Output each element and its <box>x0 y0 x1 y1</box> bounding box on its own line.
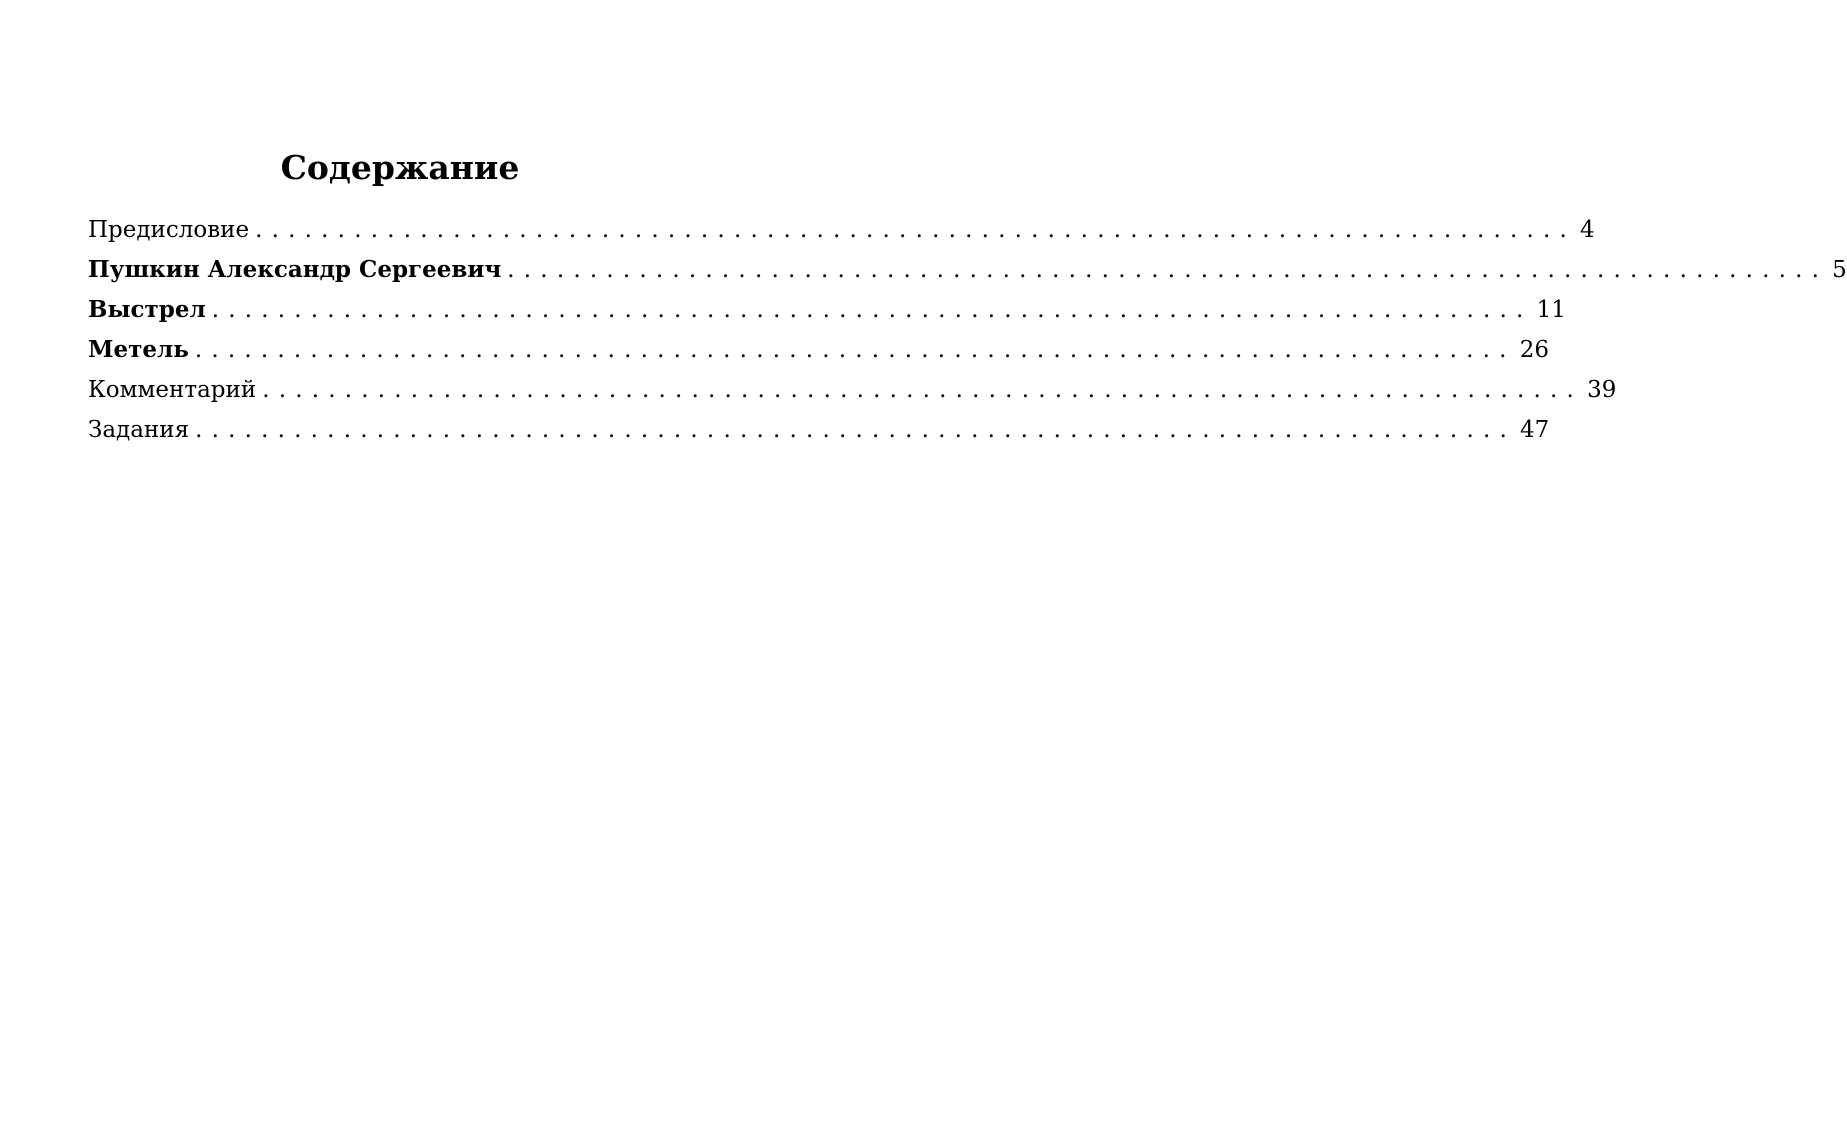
dot-leader: ................................................................................ <box>194 337 1516 363</box>
toc-entry-page: 26 <box>1519 337 1549 363</box>
toc-entry-preface[interactable] <box>88 210 1595 250</box>
toc-entry-label: Выстрел <box>88 296 206 323</box>
toc-entry-label: Комментарий <box>88 377 257 403</box>
toc-entry-label: Пушкин Александр Сергеевич <box>88 256 502 283</box>
toc-entry-page: 5 <box>1832 257 1847 283</box>
toc-entry-label: Метель <box>88 336 189 363</box>
dot-leader: ................................................................................ <box>195 417 1516 443</box>
toc-entry-label: Предисловие <box>88 217 250 243</box>
toc-entry-shot[interactable] <box>88 290 1566 330</box>
toc-entry-label: Задания <box>88 417 190 443</box>
dot-leader: ................................................................................ <box>507 257 1829 283</box>
toc-list <box>88 210 1847 450</box>
dot-leader: ................................................................................ <box>211 297 1533 323</box>
toc-entry-commentary[interactable] <box>88 370 1617 410</box>
toc-entry-page: 4 <box>1580 217 1595 243</box>
dot-leader: ................................................................................ <box>262 377 1584 403</box>
dot-leader: ................................................................................ <box>255 217 1577 243</box>
toc-title: Содержание <box>280 148 520 187</box>
toc-entry-pushkin[interactable] <box>88 250 1847 290</box>
toc-entry-tasks[interactable] <box>88 410 1550 450</box>
toc-entry-page: 11 <box>1536 297 1566 323</box>
toc-entry-blizzard[interactable] <box>88 330 1549 370</box>
toc-entry-page: 39 <box>1587 377 1617 403</box>
toc-entry-page: 47 <box>1519 417 1550 443</box>
